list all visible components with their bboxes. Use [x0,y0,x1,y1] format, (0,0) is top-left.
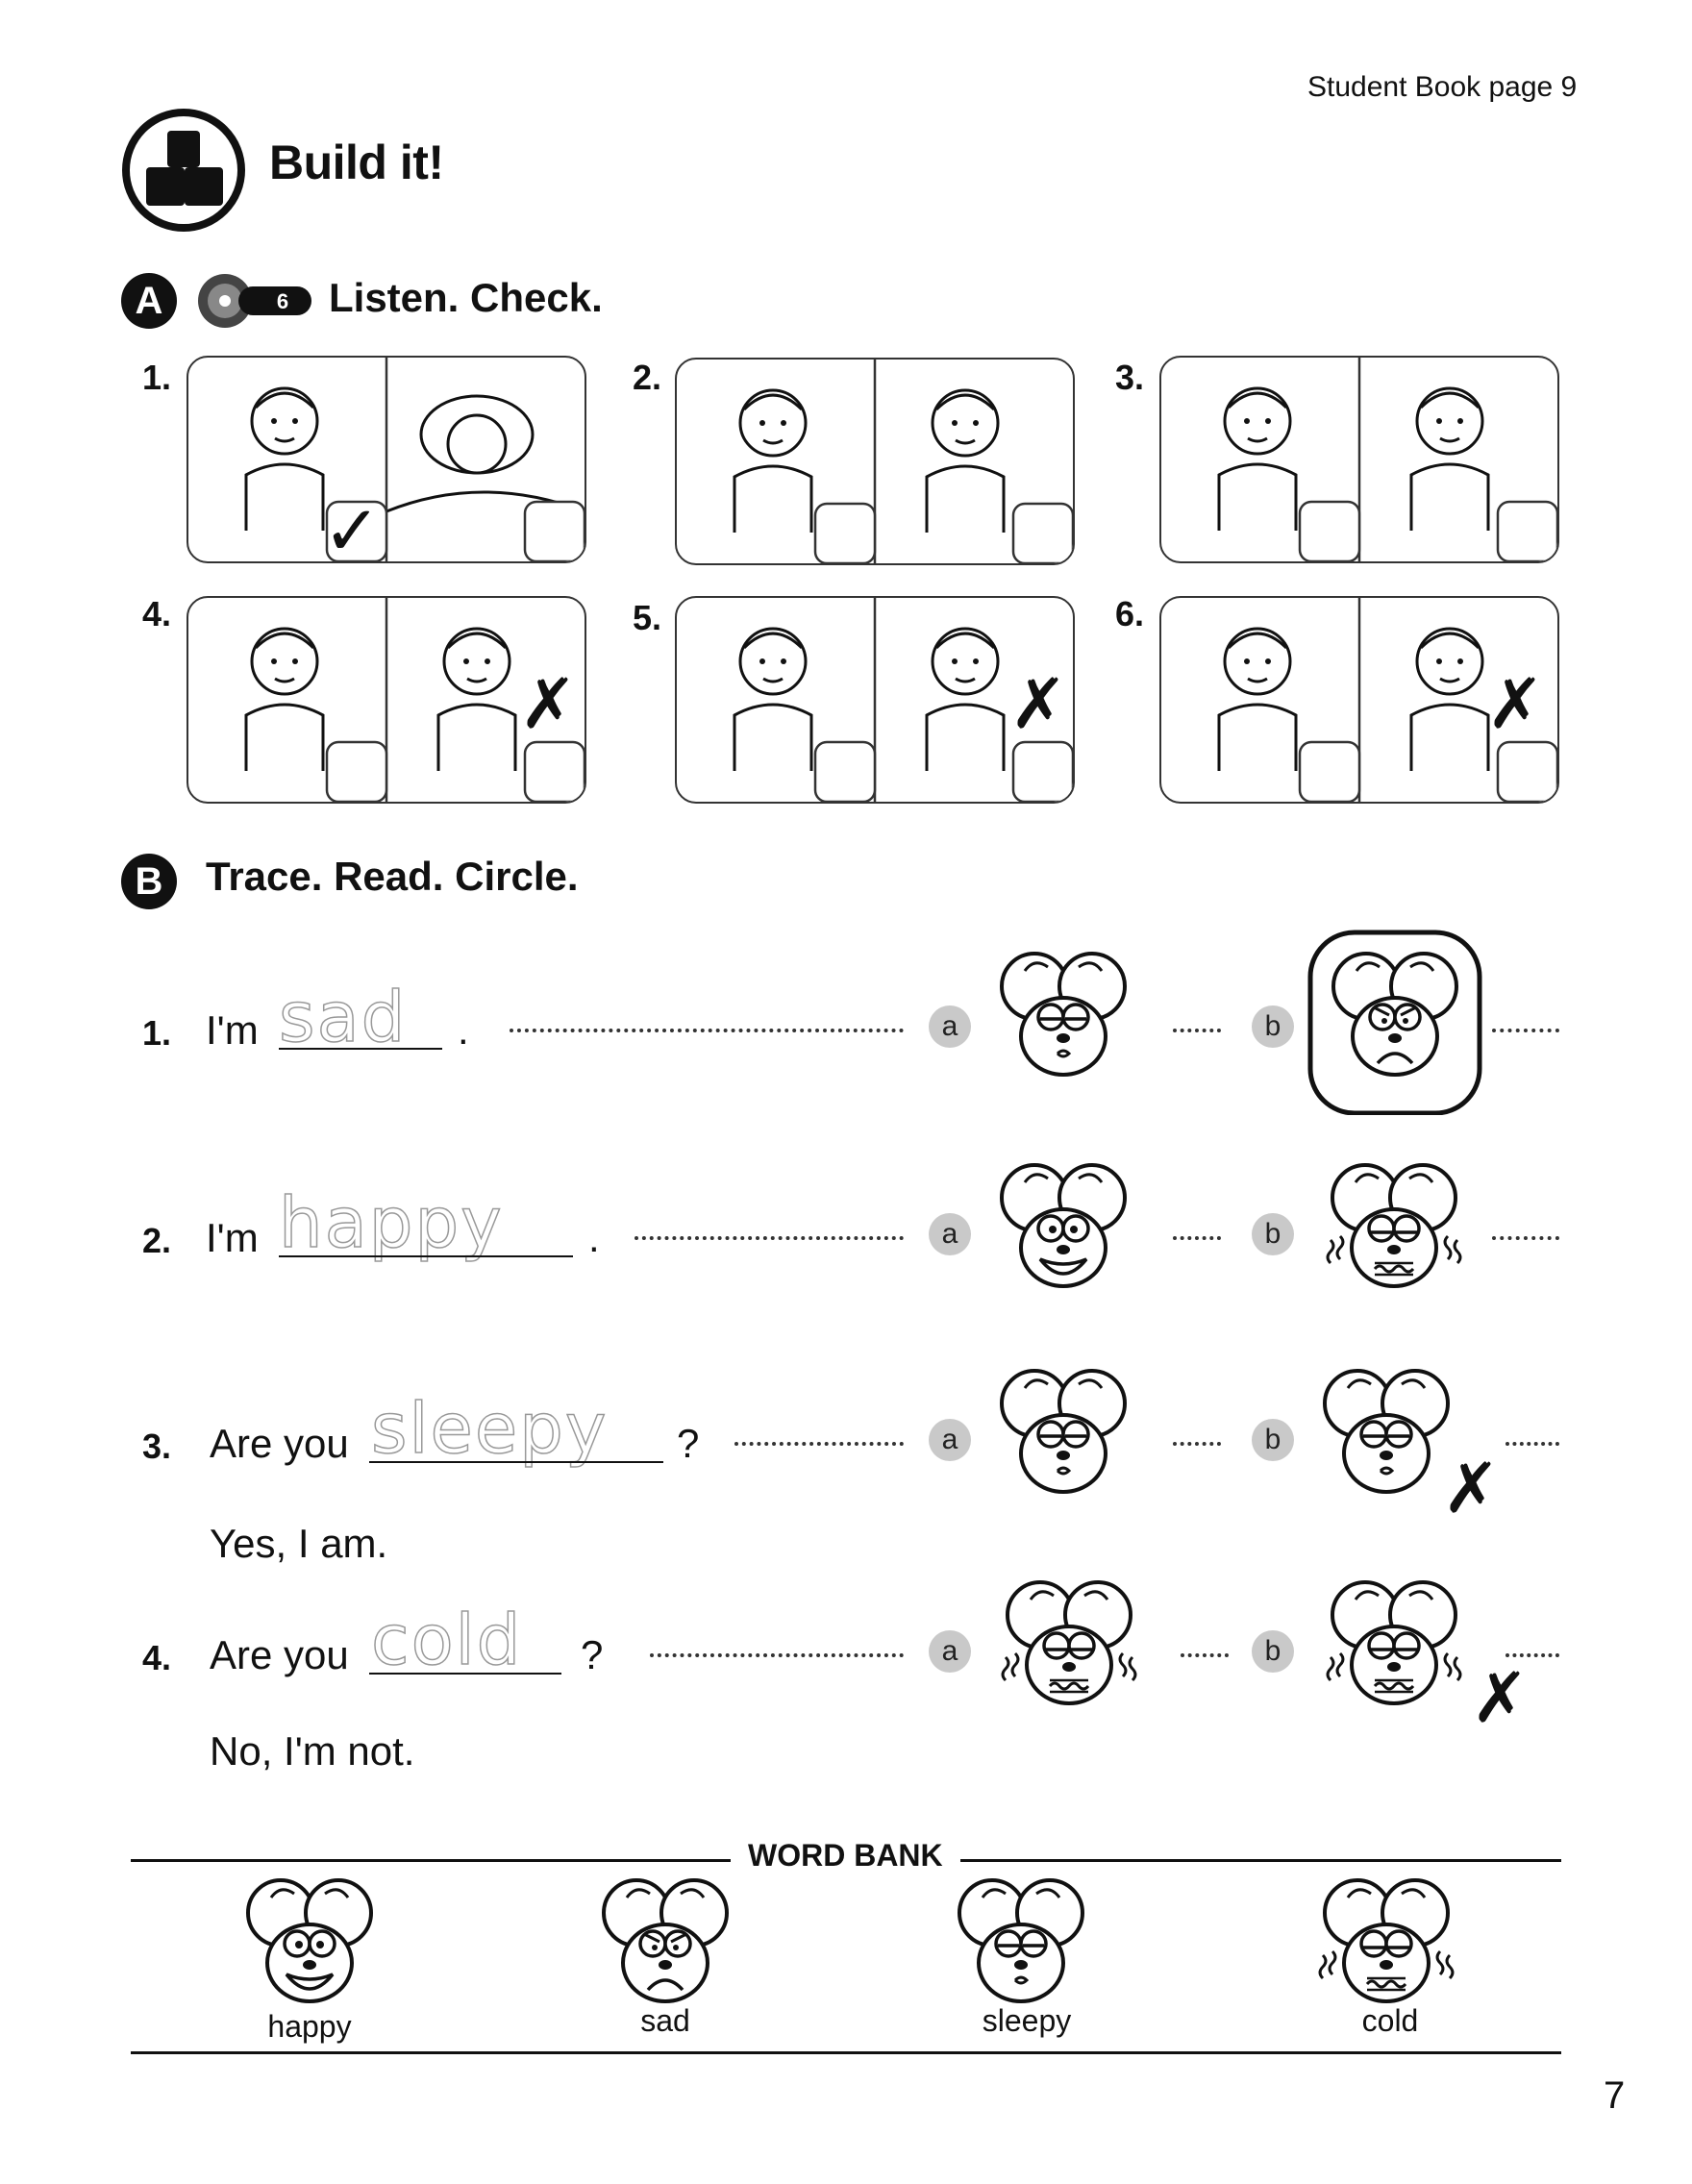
cross-mark-icon: ✗ [1486,666,1545,743]
cross-mark-icon: ✗ [1009,666,1068,743]
sentence-end: . [588,1215,600,1260]
trace-word[interactable]: happy [279,1182,504,1263]
dot-leader [734,1442,904,1446]
sentence-end: ? [677,1421,700,1466]
unit-title: Build it! [269,136,444,189]
writing-line [369,1461,663,1463]
option-b-badge[interactable]: b [1252,1630,1294,1673]
mouse-cold-option[interactable] [983,1567,1156,1740]
cross-mark-icon: ✗ [1442,1451,1501,1527]
dot-leader [634,1236,904,1240]
section-a-letter: A [121,273,177,329]
exercise-a-number: 6. [1115,594,1145,633]
word-bank-sad-mouse [588,1874,742,2019]
option-a-badge[interactable]: a [929,1419,971,1461]
option-a-badge[interactable]: a [929,1213,971,1255]
dot-leader [1492,1236,1559,1240]
word-bank-sleepy-mouse [944,1874,1098,2019]
book-page-reference: Student Book page 9 [1307,71,1578,103]
exercise-a-panel [675,358,1075,565]
exercise-a-number: 3. [1115,358,1145,397]
dot-leader [1492,1029,1559,1032]
exercise-b-number: 1. [142,1013,172,1053]
exercise-a-number: 4. [142,594,172,633]
section-b-title: Trace. Read. Circle. [206,854,579,899]
exercise-a-panel [1159,356,1559,563]
trace-word[interactable]: sleepy [371,1388,609,1469]
mouse-sleepy-option[interactable] [986,938,1140,1111]
writing-line [369,1673,561,1675]
exercise-a-number: 1. [142,358,172,397]
section-b-letter: B [121,854,177,909]
dot-leader [650,1653,904,1657]
word-bank-happy-mouse [233,1874,386,2019]
dot-leader [1173,1442,1221,1446]
cross-mark-icon: ✗ [1471,1660,1530,1737]
sentence-prefix: Are you [210,1632,349,1677]
option-b-badge[interactable]: b [1252,1005,1294,1048]
exercise-a-number: 5. [633,598,662,637]
option-b-badge[interactable]: b [1252,1213,1294,1255]
audio-cd-icon[interactable] [196,271,315,331]
cross-mark-icon: ✗ [519,666,578,743]
writing-line [279,1048,442,1050]
track-number: 6 [276,289,289,313]
word-bank-word: sleepy [982,2003,1072,2038]
writing-line [279,1255,573,1257]
exercise-b-number: 4. [142,1638,172,1677]
page-number: 7 [1604,2074,1626,2117]
answer-text: No, I'm not. [210,1728,415,1774]
mouse-sad-option-circled[interactable] [1306,929,1484,1115]
option-a-badge[interactable]: a [929,1630,971,1673]
sentence-prefix: Are you [210,1421,349,1466]
sentence-end: ? [581,1632,604,1677]
mouse-cold-option[interactable] [1307,1150,1480,1323]
mouse-cold-option[interactable] [1307,1567,1480,1740]
exercise-a-number: 2. [633,358,662,397]
dot-leader [1181,1653,1229,1657]
word-bank-title: WORD BANK [731,1838,960,1874]
trace-word[interactable]: sad [279,977,408,1057]
word-bank-cold-mouse [1300,1874,1473,2019]
section-a-title: Listen. Check. [329,275,603,320]
word-bank-bottom-rule [131,2051,1561,2054]
option-b-badge[interactable]: b [1252,1419,1294,1461]
dot-leader [510,1029,904,1032]
build-blocks-icon [121,108,246,233]
option-a-badge[interactable]: a [929,1005,971,1048]
word-bank-word: happy [267,2009,352,2044]
exercise-b-number: 2. [142,1221,172,1260]
dot-leader [1173,1236,1221,1240]
check-mark-icon: ✓ [323,493,382,570]
word-bank-word: sad [640,2003,690,2038]
word-bank-word: cold [1361,2003,1419,2038]
answer-text: Yes, I am. [210,1521,388,1566]
mouse-happy-option[interactable] [986,1150,1140,1323]
sentence-end: . [458,1007,469,1053]
exercise-b-number: 3. [142,1427,172,1466]
exercise-a-panel [187,356,586,563]
dot-leader [1505,1653,1559,1657]
trace-word[interactable]: cold [371,1600,523,1680]
sentence-prefix: I'm [206,1215,259,1260]
dot-leader [1505,1442,1559,1446]
mouse-sleepy-option[interactable] [1309,1355,1463,1528]
mouse-sleepy-option[interactable] [986,1355,1140,1528]
sentence-prefix: I'm [206,1007,259,1053]
dot-leader [1173,1029,1221,1032]
